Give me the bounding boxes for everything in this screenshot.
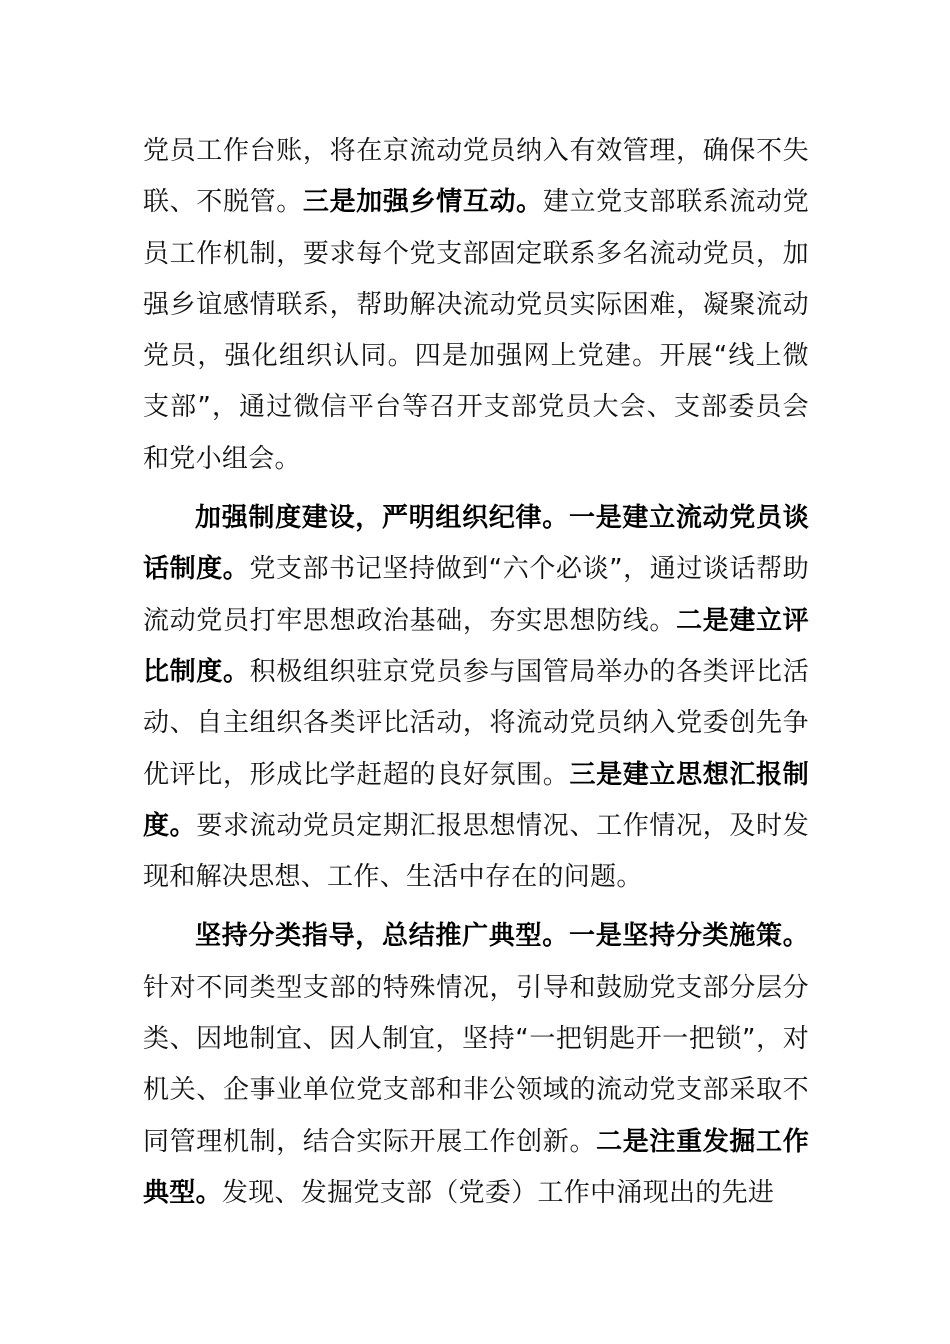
paragraph-2-bold-point-2: 二是建立评比制度。 bbox=[143, 605, 809, 687]
paragraph-3 bbox=[143, 911, 809, 1219]
paragraph-2-text-2: 积极组织驻京党员参与国管局举办的各类评比活动、自主组织各类评比活动，将流动党员纳入党委创先争优评比，形成比学赶超的良好氛围。 bbox=[143, 656, 809, 790]
paragraph-3-text-2: 发现、发掘党支部（党委）工作中涌现出的先进 bbox=[221, 1177, 775, 1208]
paragraph-3-bold-heading: 坚持分类指导，总结推广典型。一是坚持分类施策。 bbox=[195, 921, 809, 952]
paragraph-3-text: 针对不同类型支部的特殊情况，引导和鼓励党支部分层分类、因地制宜、因人制宜，坚持“一把钥匙开一把锁”，对机关、企事业单位党支部和非公领域的流动党支部采取不同管理机制，结合实际开展工作创新。 bbox=[143, 972, 809, 1157]
paragraph-1-text-continued: 建立党支部联系流动党员工作机制，要求每个党支部固定联系多名流动党员，加强乡谊感情联系，帮助解决流动党员实际困难，凝聚流动党员，强化组织认同。四是加强网上党建。开展“线上微支部”，通过微信平台等召开支部党员大会、支部委员会和党小组会。 bbox=[143, 187, 809, 474]
paragraph-1-bold-heading: 三是加强乡情互动。 bbox=[302, 187, 543, 218]
paragraph-1 bbox=[143, 126, 809, 485]
document-body bbox=[143, 126, 809, 1219]
paragraph-1-text: 党员工作台账，将在京流动党员纳入有效管理，确保不失联、不脱管。 bbox=[143, 136, 809, 218]
paragraph-2-text-3: 要求流动党员定期汇报思想情况、工作情况，及时发现和解决思想、工作、生活中存在的问题。 bbox=[143, 810, 809, 893]
paragraph-3-bold-point-2: 二是注重发掘工作典型。 bbox=[143, 1126, 809, 1208]
paragraph-2-bold-point-3: 三是建立思想汇报制度。 bbox=[143, 759, 809, 841]
paragraph-2 bbox=[143, 493, 809, 903]
paragraph-2-bold-heading: 加强制度建设，严明组织纪律。一是建立流动党员谈话制度。 bbox=[143, 503, 809, 585]
paragraph-2-text: 党支部书记坚持做到“六个必谈”，通过谈话帮助流动党员打牢思想政治基础，夯实思想防线。 bbox=[143, 554, 810, 636]
